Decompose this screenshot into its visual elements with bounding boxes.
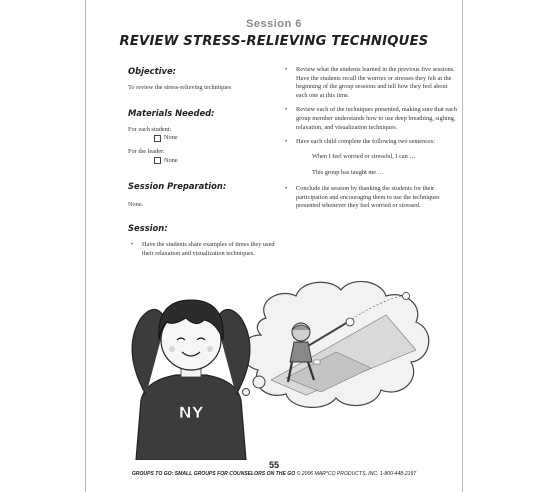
- prep-heading: Session Preparation:: [128, 180, 227, 191]
- bullet-icon: •: [285, 106, 288, 114]
- boy-figure: [132, 300, 250, 460]
- page-number: 55: [268, 460, 279, 470]
- book-title: GROUPS TO GO: SMALL GROUPS FOR COUNSELORS ON THE GO: [131, 471, 296, 477]
- student-label: For each student:: [128, 125, 172, 133]
- boy-daydreaming-illustration: [86, 0, 464, 460]
- objective-heading: Objective:: [128, 66, 176, 76]
- leader-item-text: None: [164, 156, 178, 164]
- sentence-1: When I feel worried or stressful, I can …: [312, 152, 416, 160]
- sentence-2: This group has taught me …: [312, 169, 384, 177]
- materials-heading: Materials Needed:: [128, 107, 215, 118]
- copyright: © 2006 MAR*CO PRODUCTS, INC. 1-800-448-2197: [296, 471, 417, 477]
- bullet-icon: •: [285, 184, 288, 192]
- session-label: Session 6: [246, 18, 302, 30]
- conclude-bullet-text: Conclude the session by thanking the students for their participation and encouraging them to use the techniques presented whenever they feel worried or stressed.: [296, 184, 440, 210]
- session-bullet-text: Have the students share examples of times they used their relaxation and visualization techniques.: [142, 241, 275, 257]
- bullet-icon: •: [285, 138, 288, 146]
- page-title: REVIEW STRESS-RELIEVING TECHNIQUES: [119, 34, 429, 49]
- bullet-icon: •: [131, 241, 134, 249]
- leader-label: For the leader:: [128, 148, 165, 156]
- prep-text: None.: [128, 200, 144, 208]
- session-heading: Session:: [128, 223, 168, 234]
- review-bullet-2-text: Review each of the techniques presented, making sure that each group member understands how to use deep breathing, sighing, relaxation, and visualization techniques.: [296, 106, 457, 131]
- review-bullet-3-text: Have each child complete the following two sentences:: [296, 138, 436, 146]
- objective-text: To review the stress-relieving techniques: [128, 84, 232, 91]
- shirt-text: NY: [178, 403, 204, 422]
- footer-text: [86, 471, 462, 477]
- review-bullet-1-text: Review what the students learned in the previous five sessions. Have the students recall the worries or stresses they felt at the beginning of the group sessions and tell how they feel about each one at this time.: [296, 66, 455, 99]
- worksheet-page: [85, 0, 463, 492]
- bullet-icon: •: [285, 66, 288, 73]
- student-item-text: None: [164, 134, 178, 142]
